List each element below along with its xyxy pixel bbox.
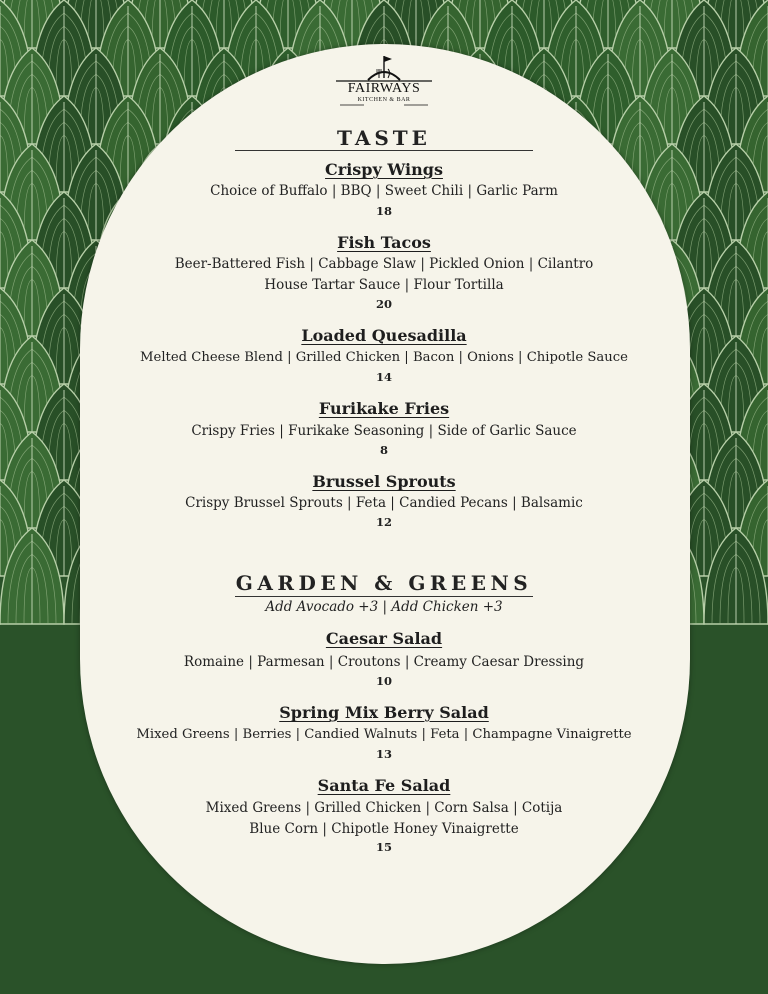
menu-item-name: Furikake Fries: [318, 399, 450, 418]
menu-item-description: Melted Cheese Blend | Grilled Chicken | Bacon | Onions | Chipotle Sauce: [140, 350, 628, 365]
menu-item-description: Beer-Battered Fish | Cabbage Slaw | Pickled Onion | Cilantro: [174, 256, 594, 272]
section-title-taste: TASTE: [337, 126, 431, 150]
menu-item-name: Santa Fe Salad: [317, 776, 451, 795]
menu-item-price: 12: [375, 515, 392, 529]
menu-item-price: 10: [375, 674, 392, 688]
menu-item-description: Romaine | Parmesan | Croutons | Creamy Caesar Dressing: [183, 654, 585, 670]
section-rule: [235, 150, 533, 151]
menu-item-description: Blue Corn | Chipotle Honey Vinaigrette: [249, 821, 519, 837]
menu-item-price: 15: [375, 840, 392, 854]
section-rule: [235, 596, 533, 597]
menu-item-name: Crispy Wings: [325, 160, 443, 179]
menu-item-description: Choice of Buffalo | BBQ | Sweet Chili | Garlic Parm: [210, 183, 558, 199]
menu-item-price: 14: [375, 370, 392, 384]
menu-item-price: 18: [375, 204, 392, 218]
menu-item-name: Spring Mix Berry Salad: [279, 703, 489, 722]
menu-item-name: Fish Tacos: [337, 233, 431, 252]
menu-item-price: 13: [375, 747, 392, 761]
brand-subtitle: KITCHEN & BAR: [357, 97, 411, 103]
section-title-garden-greens: GARDEN & GREENS: [235, 571, 533, 595]
menu-item-price: 20: [375, 297, 392, 311]
menu-item-description: Mixed Greens | Grilled Chicken | Corn Salsa | Cotija: [205, 800, 563, 816]
menu-item-name: Brussel Sprouts: [312, 472, 456, 491]
menu-item-price: 8: [379, 443, 388, 457]
menu-item-name: Loaded Quesadilla: [301, 326, 467, 345]
menu-item-description: Crispy Brussel Sprouts | Feta | Candied Pecans | Balsamic: [185, 495, 583, 511]
menu-item-description: House Tartar Sauce | Flour Tortilla: [264, 277, 504, 293]
menu-item-description: Mixed Greens | Berries | Candied Walnuts | Feta | Champagne Vinaigrette: [136, 727, 632, 742]
menu-item-name: Caesar Salad: [325, 629, 443, 648]
menu-item-description: Crispy Fries | Furikake Seasoning | Side of Garlic Sauce: [191, 423, 577, 439]
brand-name: FAIRWAYS: [347, 81, 421, 96]
add-on-note: Add Avocado +3 | Add Chicken +3: [265, 599, 503, 615]
